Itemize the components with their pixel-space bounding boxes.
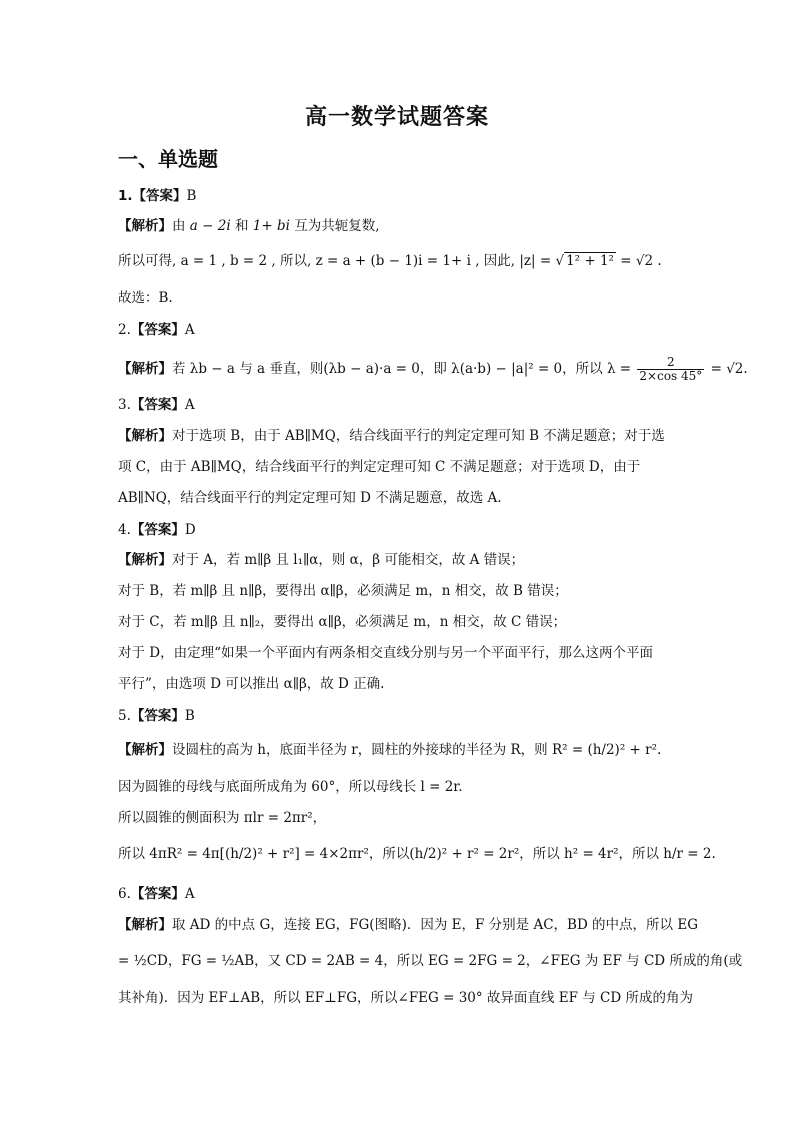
q6-analysis-line-1 — [118, 915, 698, 935]
q1-text-mid: 和 — [230, 218, 253, 234]
q3-answer: A — [184, 397, 195, 413]
q6-analysis-tag: 【解析】 — [118, 917, 172, 933]
q2-answer: A — [184, 322, 195, 338]
q1-expr-2: 1+ bi — [252, 218, 290, 234]
q3-text-1: 对于选项 B，由于 AB∥MQ，结合线面平行的判定定理可知 B 不满足题意；对于选 — [172, 428, 665, 444]
q4-analysis-line-3: 对于 C，若 m∥β 且 n∥₂，要得出 α∥β，必须满足 m，n 相交，故 C 错误； — [118, 614, 567, 630]
q4-analysis-line-5: 平行”，由选项 D 可以推出 α∥β，故 D 正确. — [118, 676, 385, 692]
q5-analysis-line-4: 所以 4πR² = 4π[(h/2)² + r²] = 4×2πr²，所以(h/2)² + r² = 2r²，所以 h² = 4r²，所以 h/r = 2. — [118, 846, 716, 862]
q1-result: = √2 . — [615, 253, 662, 269]
q5-analysis-tag: 【解析】 — [118, 742, 172, 758]
q2-analysis-line-1 — [118, 355, 748, 383]
q4-number: 4. — [118, 522, 131, 538]
q4-analysis-tag: 【解析】 — [118, 552, 172, 568]
q1-text-end: 互为共轭复数, — [289, 218, 380, 234]
q4-text-1: 对于 A，若 m∥β 且 l₁∥α，则 α，β 可能相交，故 A 错误； — [172, 552, 525, 568]
q6-number: 6. — [118, 886, 131, 902]
section-heading: 一、单选题 — [118, 147, 218, 171]
q1-answer-line — [118, 186, 678, 206]
q6-answer-tag: 【答案】 — [130, 886, 185, 902]
q4-answer-line — [118, 520, 678, 540]
q2-analysis-tag: 【解析】 — [118, 361, 172, 377]
q4-answer: D — [184, 522, 196, 538]
q3-analysis-line-3: AB∥NQ，结合线面平行的判定定理可知 D 不满足题意，故选 A. — [118, 490, 502, 506]
q1-expr-1: a − 2i — [189, 218, 231, 234]
q1-conclusion: 故选：B. — [118, 290, 173, 306]
q3-answer-tag: 【答案】 — [130, 397, 185, 413]
q1-number: 1. — [118, 188, 133, 204]
page-title: 高一数学试题答案 — [304, 105, 489, 130]
q2-frac-num: 2 — [637, 356, 704, 370]
q1-analysis-line-1 — [118, 216, 678, 236]
q4-analysis-line-4: 对于 D，由定理“如果一个平面内有两条相交直线分别与另一个平面平行，那么这两个平面 — [118, 645, 654, 661]
q2-answer-tag: 【答案】 — [130, 322, 185, 338]
q3-analysis-line-2: 项 C，由于 AB∥MQ，结合线面平行的判定定理可知 C 不满足题意；对于选项 D，由于 — [118, 459, 641, 475]
q6-answer: A — [184, 886, 195, 902]
q1-text: 由 — [172, 218, 186, 234]
q6-answer-line — [118, 884, 678, 904]
q1-sqrt-radicand: 1² + 1² — [566, 253, 614, 269]
q2-result: = √2. — [706, 361, 748, 377]
q6-analysis-line-3: 其补角)．因为 EF⊥AB，所以 EF⊥FG，所以∠FEG = 30° 故异面直线 EF 与 CD 所成的角为 — [118, 990, 693, 1006]
q6-analysis-line-2: = ½CD，FG = ½AB，又 CD = 2AB = 4，所以 EG = 2FG = 2，∠FEG 为 EF 与 CD 所成的角(或 — [118, 953, 743, 969]
q6-text-1: 取 AD 的中点 G，连接 EG，FG(图略)．因为 E，F 分别是 AC，BD 的中点，所以 EG — [172, 917, 698, 933]
q5-number: 5. — [118, 708, 131, 724]
q5-analysis-line-1 — [118, 740, 678, 760]
q1-answer-tag: 【答案】 — [132, 188, 187, 204]
q5-analysis-line-3: 所以圆锥的侧面积为 πlr = 2πr²， — [118, 810, 327, 826]
q2-text: 若 λb − a 与 a 垂直，则(λb − a)·a = 0，即 λ(a·b) − |a|² = 0，所以 λ = — [172, 361, 632, 377]
q4-analysis-line-1 — [118, 550, 678, 570]
q5-analysis-line-2: 因为圆锥的母线与底面所成角为 60°，所以母线长 l = 2r. — [118, 779, 463, 795]
q5-answer: B — [184, 708, 195, 724]
q4-analysis-line-2: 对于 B，若 m∥β 且 n∥β，要得出 α∥β，必须满足 m，n 相交，故 B 错误； — [118, 583, 568, 599]
q5-answer-line — [118, 706, 678, 726]
q2-frac-den: 2×cos 45° — [639, 369, 703, 383]
q1-answer: B — [186, 188, 197, 204]
q1-analysis-line-2: 所以可得, a = 1 , b = 2 , 所以, z = a + (b − 1)i = 1+ i , 因此, |z| = √ 1² + 1² = √2 . — [118, 253, 662, 269]
q3-analysis-tag: 【解析】 — [118, 428, 172, 444]
q2-fraction — [637, 356, 704, 383]
q4-answer-tag: 【答案】 — [130, 522, 185, 538]
q3-number: 3. — [118, 397, 131, 413]
q2-answer-line — [118, 320, 678, 340]
q2-number: 2. — [118, 322, 131, 338]
q5-answer-tag: 【答案】 — [130, 708, 185, 724]
q3-answer-line — [118, 395, 678, 415]
q1-analysis-tag: 【解析】 — [118, 218, 172, 234]
q1-calc: 所以可得, a = 1 , b = 2 , 所以, z = a + (b − 1)i = 1+ i , 因此, |z| = — [118, 253, 556, 269]
q5-text-1: 设圆柱的高为 h，底面半径为 r，圆柱的外接球的半径为 R，则 R² = (h/2)² + r². — [172, 742, 662, 758]
q3-analysis-line-1 — [118, 426, 678, 446]
